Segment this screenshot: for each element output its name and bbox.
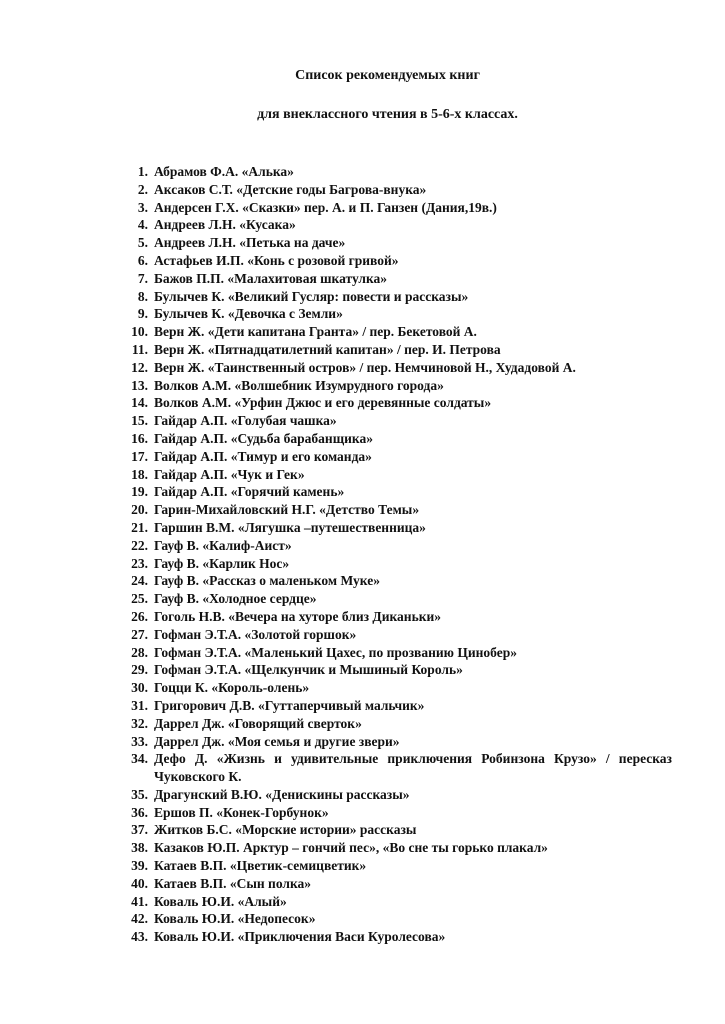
list-item-text: Астафьев И.П. «Конь с розовой гривой» xyxy=(154,252,399,268)
list-item xyxy=(120,483,672,501)
list-item-text: Гофман Э.Т.А. «Маленький Цахес, по прозванию Цинобер» xyxy=(154,644,517,660)
list-item-text: Верн Ж. «Пятнадцатилетний капитан» / пер. И. Петрова xyxy=(154,341,501,357)
list-item xyxy=(120,804,672,822)
list-item-text: Гайдар А.П. «Голубая чашка» xyxy=(154,413,337,429)
list-item-text: Драгунский В.Ю. «Денискины рассказы» xyxy=(154,786,410,802)
list-item xyxy=(120,181,672,199)
list-item xyxy=(120,305,672,323)
list-item xyxy=(120,786,672,804)
list-item xyxy=(120,893,672,911)
list-item xyxy=(120,715,672,733)
list-item xyxy=(120,750,672,786)
list-item-number: 4. xyxy=(137,217,148,233)
list-item-text: Катаев В.П. «Сын полка» xyxy=(154,875,312,891)
list-item-number: 41. xyxy=(131,893,148,909)
list-item-text: Гайдар А.П. «Тимур и его команда» xyxy=(154,448,372,464)
list-item-number: 22. xyxy=(131,537,148,553)
list-item-number: 37. xyxy=(131,822,148,838)
list-item xyxy=(120,537,672,555)
list-item-text: Гауф В. «Холодное сердце» xyxy=(154,591,317,607)
list-item-number: 40. xyxy=(131,875,148,891)
list-item-number: 8. xyxy=(137,288,148,304)
list-item xyxy=(120,412,672,430)
list-item-number: 23. xyxy=(131,555,148,571)
list-item xyxy=(120,199,672,217)
list-item xyxy=(120,555,672,573)
list-item-number: 42. xyxy=(131,911,148,927)
list-item xyxy=(120,359,672,377)
list-item-text: Гофман Э.Т.А. «Золотой горшок» xyxy=(154,626,357,642)
document-title: Список рекомендуемых книг xyxy=(295,68,480,83)
list-item-number: 3. xyxy=(137,199,148,215)
list-item-text: Гоголь Н.В. «Вечера на хуторе близ Диканьки» xyxy=(154,608,442,624)
list-item xyxy=(120,875,672,893)
list-item-number: 14. xyxy=(131,395,148,411)
list-item xyxy=(120,377,672,395)
list-item-number: 17. xyxy=(131,448,148,464)
list-item-text: Житков Б.С. «Морские истории» рассказы xyxy=(154,822,417,838)
list-item-text: Андреев Л.Н. «Кусака» xyxy=(154,217,296,233)
list-item-number: 28. xyxy=(131,644,148,660)
list-item xyxy=(120,501,672,519)
list-item-text: Даррел Дж. «Моя семья и другие звери» xyxy=(154,733,400,749)
list-item-number: 24. xyxy=(131,573,148,589)
list-item-number: 15. xyxy=(131,413,148,429)
list-item-number: 7. xyxy=(137,270,148,286)
list-item-number: 10. xyxy=(131,324,148,340)
list-item xyxy=(120,234,672,252)
list-item-text: Верн Ж. «Таинственный остров» / пер. Немчиновой Н., Худадовой А. xyxy=(154,359,576,375)
list-item-text: Ершов П. «Конек-Горбунок» xyxy=(154,804,329,820)
list-item xyxy=(120,270,672,288)
list-item-text: Андерсен Г.Х. «Сказки» пер. А. и П. Ганзен (Дания,19в.) xyxy=(154,199,497,215)
list-item xyxy=(120,679,672,697)
list-item-number: 1. xyxy=(137,164,148,179)
list-item-number: 30. xyxy=(131,680,148,696)
list-item-number: 31. xyxy=(131,697,148,713)
list-item-text: Гоцци К. «Король-олень» xyxy=(154,680,310,696)
list-item-text: Андреев Л.Н. «Петька на даче» xyxy=(154,235,346,251)
list-item xyxy=(120,590,672,608)
list-item-number: 16. xyxy=(131,430,148,446)
list-item-text: Дефо Д. «Жизнь и удивительные приключения Робинзона Крузо» / пересказ Чуковского К. xyxy=(154,751,672,785)
list-item-number: 26. xyxy=(131,608,148,624)
list-item-text: Гауф В. «Карлик Нос» xyxy=(154,555,290,571)
list-item-text: Гауф В. «Рассказ о маленьком Муке» xyxy=(154,573,380,589)
list-item-text: Даррел Дж. «Говорящий сверток» xyxy=(154,715,362,731)
list-item xyxy=(120,394,672,412)
list-item-number: 18. xyxy=(131,466,148,482)
list-item-number: 32. xyxy=(131,715,148,731)
list-item-text: Гайдар А.П. «Горячий камень» xyxy=(154,484,345,500)
list-item-text: Гауф В. «Калиф-Аист» xyxy=(154,537,292,553)
list-item-text: Волков А.М. «Волшебник Изумрудного города» xyxy=(154,377,444,393)
list-item xyxy=(120,519,672,537)
list-item-number: 12. xyxy=(131,359,148,375)
list-item-number: 25. xyxy=(131,591,148,607)
list-item-number: 39. xyxy=(131,858,148,874)
list-item xyxy=(120,644,672,662)
list-item xyxy=(120,857,672,875)
list-item-text: Коваль Ю.И. «Приключения Васи Куролесова» xyxy=(154,929,446,945)
list-item-number: 29. xyxy=(131,662,148,678)
list-item-text: Гайдар А.П. «Чук и Гек» xyxy=(154,466,305,482)
list-item-number: 5. xyxy=(137,235,148,251)
list-item-number: 35. xyxy=(131,786,148,802)
list-item-number: 43. xyxy=(131,929,148,945)
list-item-text: Коваль Ю.И. «Недопесок» xyxy=(154,911,316,927)
list-item-text: Гайдар А.П. «Судьба барабанщика» xyxy=(154,430,373,446)
list-item-number: 21. xyxy=(131,519,148,535)
list-item-number: 27. xyxy=(131,626,148,642)
list-item-number: 2. xyxy=(137,181,148,197)
list-item-text: Григорович Д.В. «Гуттаперчивый мальчик» xyxy=(154,697,425,713)
list-item xyxy=(120,928,672,946)
document-subtitle: для внеклассного чтения в 5-6-х классах. xyxy=(257,107,518,122)
list-item-number: 38. xyxy=(131,840,148,856)
list-item xyxy=(120,661,672,679)
list-item xyxy=(120,733,672,751)
list-item xyxy=(120,466,672,484)
list-item-number: 20. xyxy=(131,502,148,518)
list-item-text: Аксаков С.Т. «Детские годы Багрова-внука» xyxy=(154,181,427,197)
list-item-text: Казаков Ю.П. Арктур – гончий пес», «Во сне ты горько плакал» xyxy=(154,840,548,856)
list-item xyxy=(120,448,672,466)
list-item-number: 34. xyxy=(131,751,148,767)
list-item xyxy=(120,288,672,306)
list-item-text: Булычев К. «Великий Гусляр: повести и рассказы» xyxy=(154,288,469,304)
list-item-number: 33. xyxy=(131,733,148,749)
list-item-text: Верн Ж. «Дети капитана Гранта» / пер. Бекетовой А. xyxy=(154,324,477,340)
list-item-number: 36. xyxy=(131,804,148,820)
list-item-number: 9. xyxy=(137,306,148,322)
list-item-text: Гарин-Михайловский Н.Г. «Детство Темы» xyxy=(154,502,420,518)
list-item xyxy=(120,163,672,181)
list-item-text: Абрамов Ф.А. «Алька» xyxy=(154,164,294,179)
list-item xyxy=(120,839,672,857)
list-item xyxy=(120,608,672,626)
list-item xyxy=(120,252,672,270)
list-item-text: Булычев К. «Девочка с Земли» xyxy=(154,306,343,322)
list-item-text: Бажов П.П. «Малахитовая шкатулка» xyxy=(154,270,388,286)
list-item-text: Коваль Ю.И. «Алый» xyxy=(154,893,287,909)
list-item xyxy=(120,341,672,359)
list-item-number: 19. xyxy=(131,484,148,500)
book-list xyxy=(120,163,672,946)
list-item-text: Гаршин В.М. «Лягушка –путешественница» xyxy=(154,519,426,535)
list-item xyxy=(120,323,672,341)
list-item-text: Гофман Э.Т.А. «Щелкунчик и Мышиный Король» xyxy=(154,662,463,678)
list-item xyxy=(120,216,672,234)
list-item xyxy=(120,430,672,448)
list-item-number: 13. xyxy=(131,377,148,393)
list-item xyxy=(120,572,672,590)
list-item xyxy=(120,910,672,928)
list-item xyxy=(120,821,672,839)
list-item xyxy=(120,626,672,644)
list-item xyxy=(120,697,672,715)
list-item-number: 6. xyxy=(137,252,148,268)
list-item-text: Катаев В.П. «Цветик-семицветик» xyxy=(154,858,367,874)
list-item-text: Волков А.М. «Урфин Джюс и его деревянные солдаты» xyxy=(154,395,492,411)
list-item-number: 11. xyxy=(131,341,148,357)
